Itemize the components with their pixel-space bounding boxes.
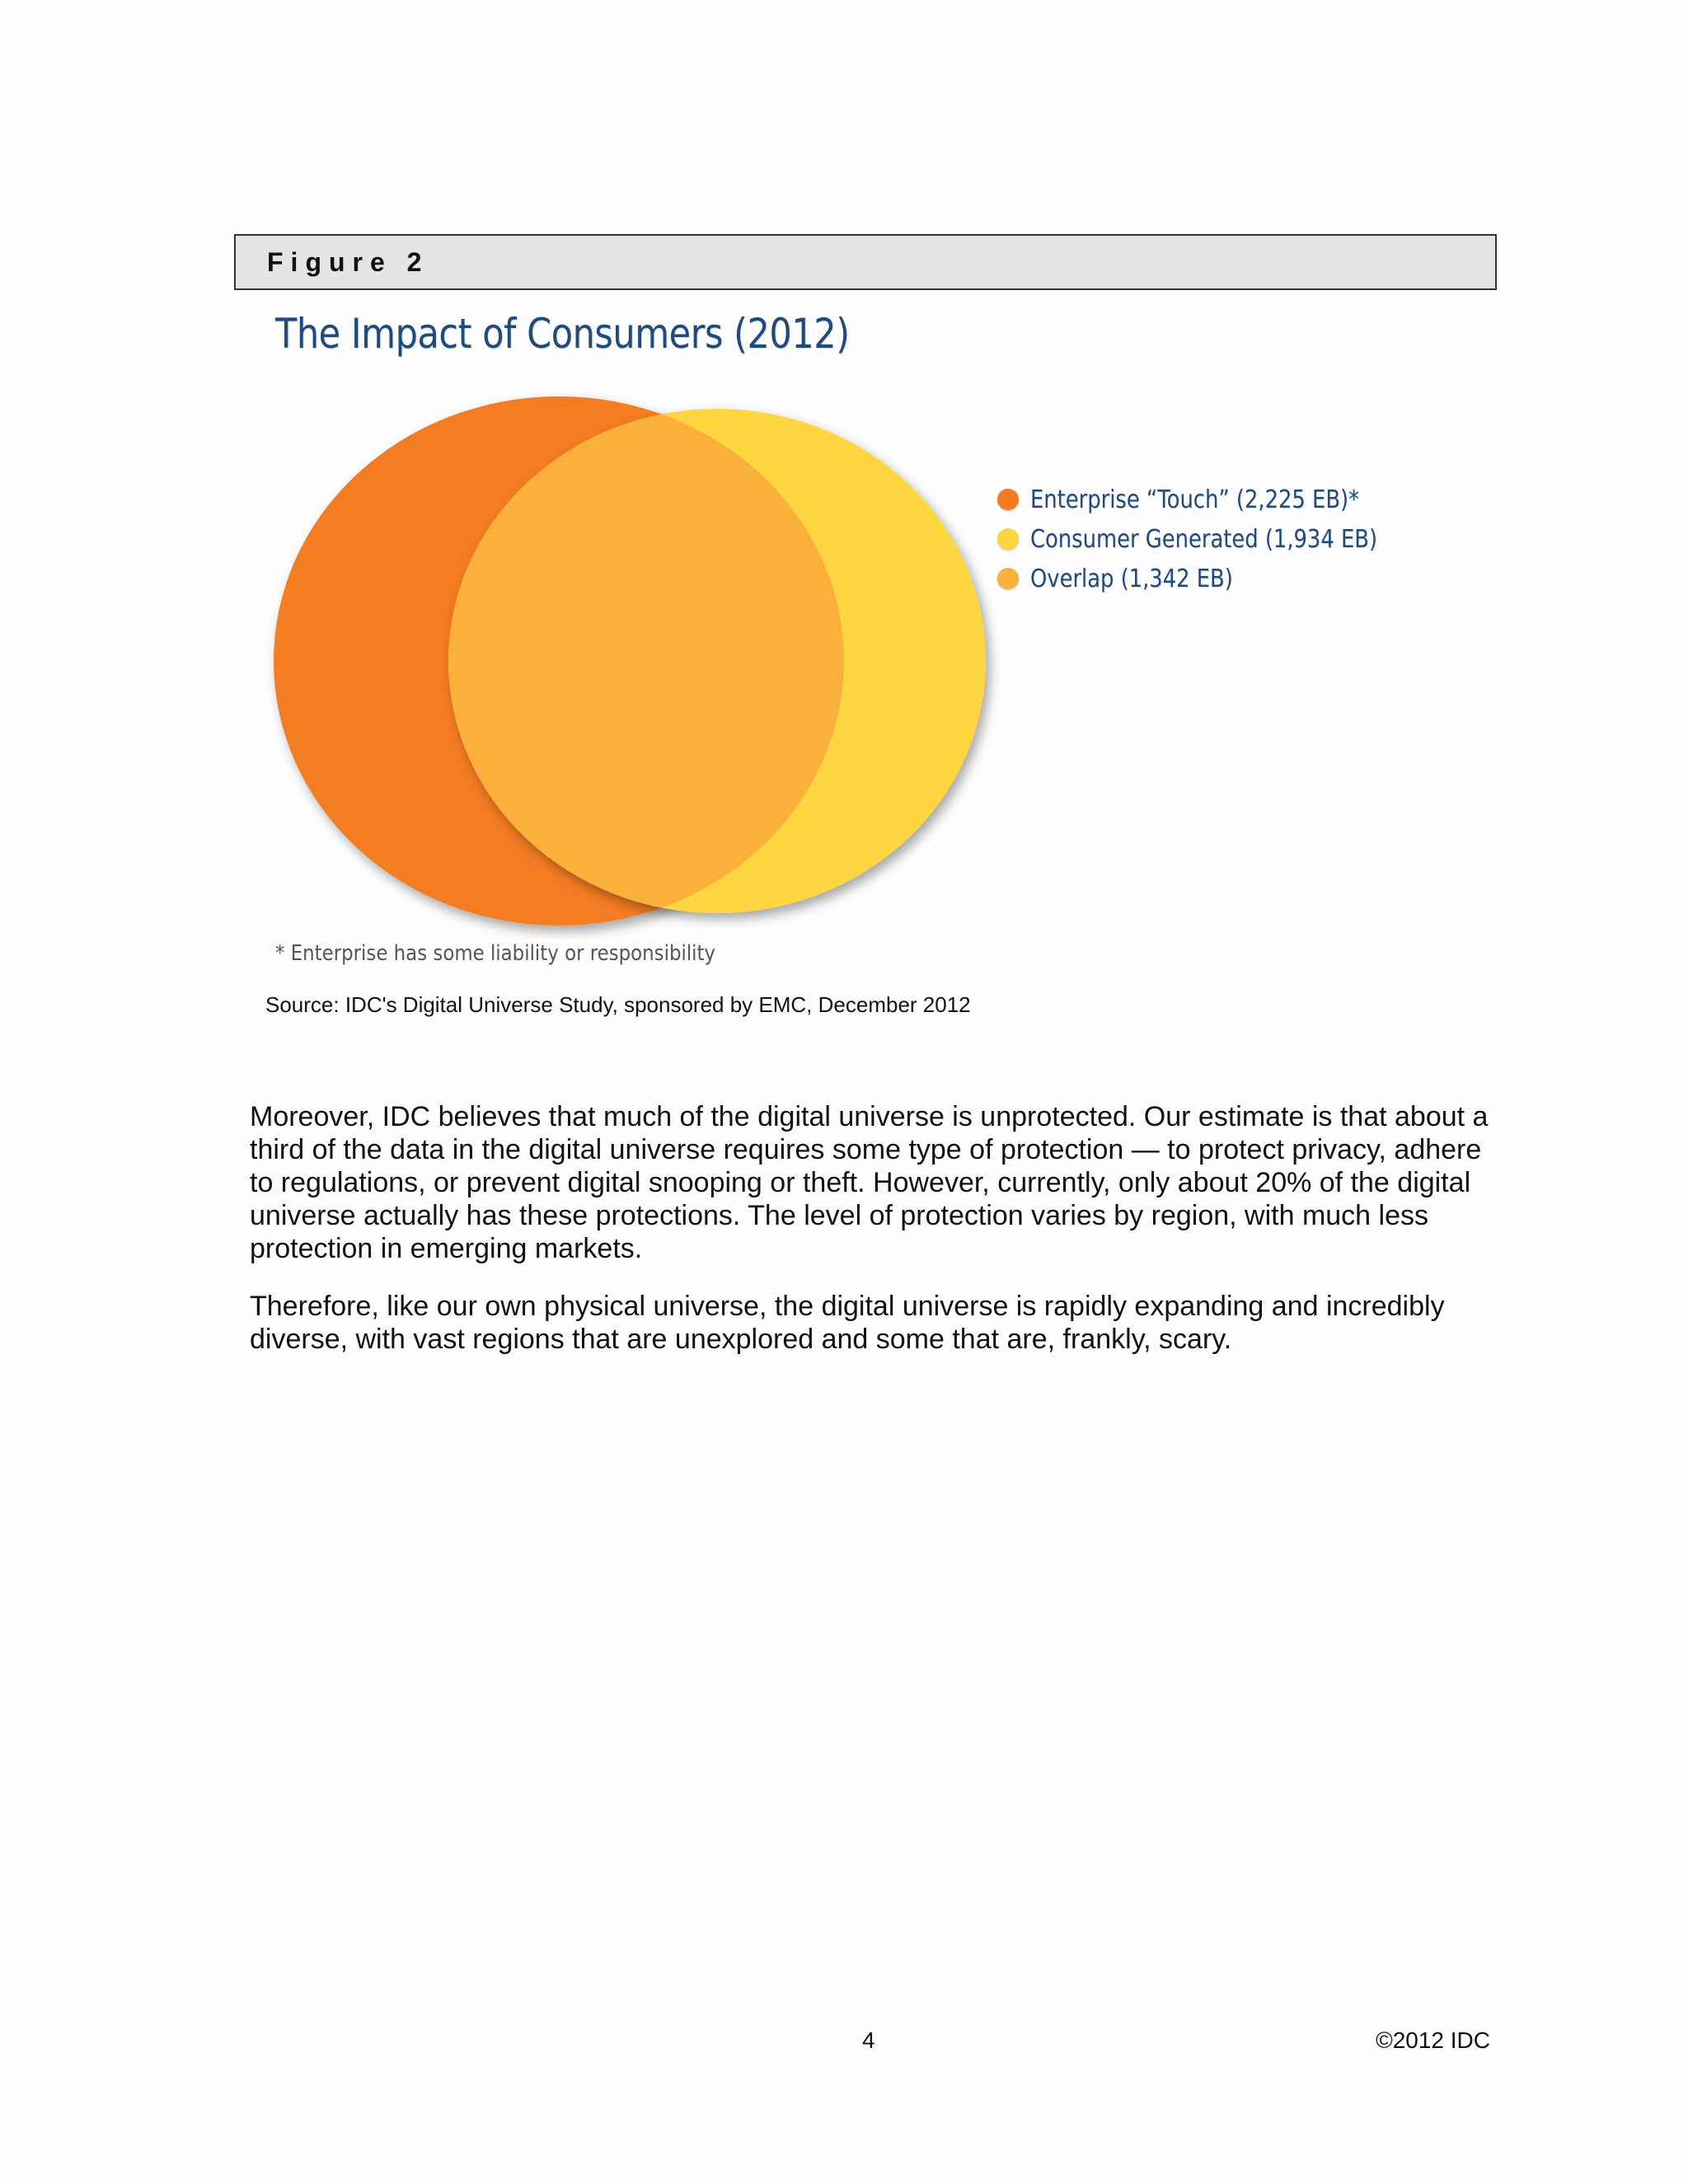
legend-dot-enterprise-icon: [997, 489, 1019, 510]
paragraph: Therefore, like our own physical universe, the digital universe is rapidly expanding and incredibly diverse, with vast regions that are unexplored and some that are, frankly, scary.: [250, 1291, 1445, 1355]
figure-header: [234, 234, 1497, 290]
legend-label-consumer: Consumer Generated (1,934 EB): [1030, 524, 1378, 554]
paragraph: Moreover, IDC believes that much of the digital universe is unprotected. Our estimate is that about a third of the data in the digital universe requires some type of protection — to protect privacy, adhere to regulations, or prevent digital snooping or theft. However, currently, only about 20% of the digital universe actually has these protections. The level of protection varies by region, with much less protection in emerging markets.: [250, 1101, 1489, 1264]
page-number: 4: [862, 2027, 875, 2053]
legend-item-enterprise: [997, 480, 1434, 519]
body-text: [250, 1100, 1503, 1380]
legend-label-enterprise: Enterprise “Touch” (2,225 EB)*: [1030, 485, 1359, 514]
chart-title: The Impact of Consumers (2012): [275, 310, 850, 358]
venn-diagram: [256, 379, 1039, 940]
figure-label: Figure 2: [267, 247, 429, 277]
copyright: ©2012 IDC: [1376, 2027, 1490, 2053]
legend-dot-consumer-icon: [997, 528, 1019, 550]
legend-item-consumer: [997, 519, 1434, 559]
legend-dot-overlap-icon: [997, 568, 1019, 589]
chart-footnote: * Enterprise has some liability or responsibility: [275, 941, 716, 966]
figure-source: Source: IDC's Digital Universe Study, sponsored by EMC, December 2012: [265, 992, 971, 1017]
legend-item-overlap: [997, 559, 1434, 598]
chart-legend: [997, 480, 1434, 598]
legend-label-overlap: Overlap (1,342 EB): [1030, 564, 1233, 593]
